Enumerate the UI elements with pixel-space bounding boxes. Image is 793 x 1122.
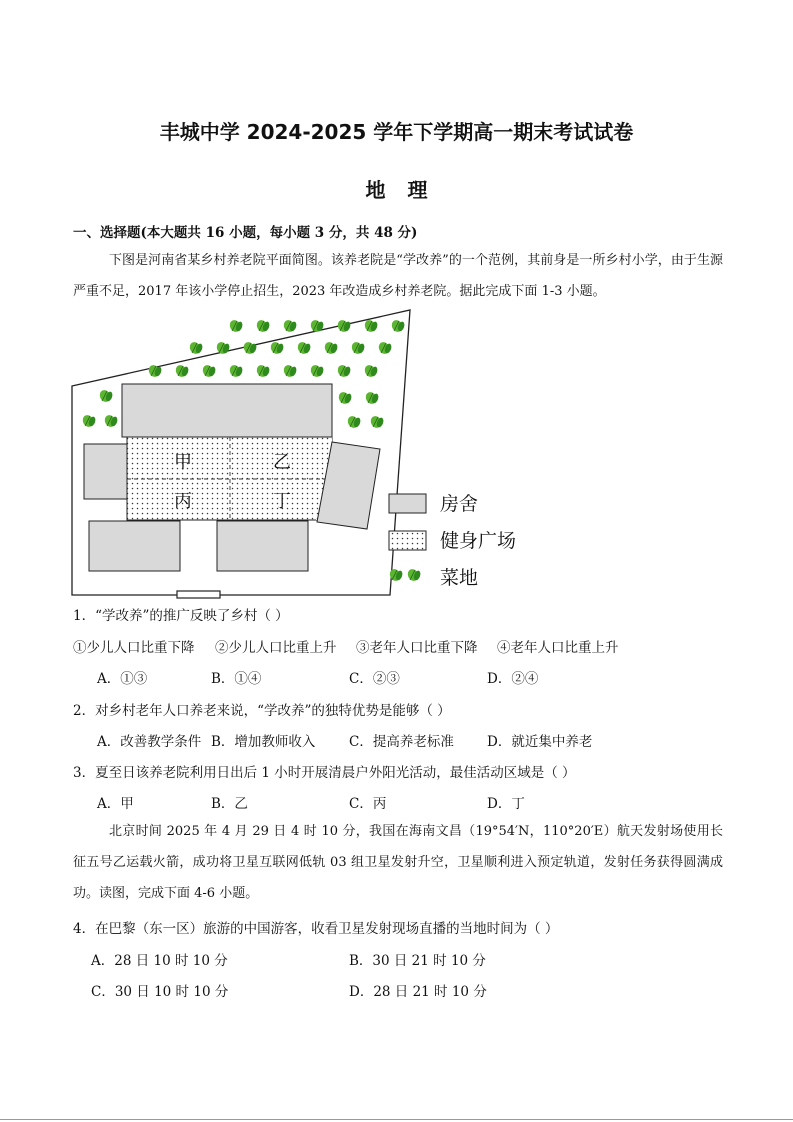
q1-item-4: ④老年人口比重上升 — [497, 640, 619, 656]
building-southwest — [89, 521, 180, 571]
legend-house-label: 房舍 — [440, 493, 479, 515]
building-north — [122, 384, 332, 437]
intro-paragraph-2: 北京时间 2025 年 4 月 29 日 4 时 10 分，我国在海南文昌（19°54′N，110°20′E）航天发射场使用长征五号乙运载火箭，成功将卫星互联网低轨 03 组卫星发射升空，卫星顺利进入预定轨道，发射任务获得圆满成功。读图，完成下面 4-6 小题。 — [73, 824, 723, 901]
q1-option-d: D．②④ — [487, 671, 539, 687]
q4-option-c: C．30 日 10 时 10 分 — [91, 984, 229, 1000]
q3-option-c: C．丙 — [349, 796, 387, 812]
question-3-stem: 3．夏至日该养老院利用日出后 1 小时开展清晨户外阳光活动，最佳活动区域是（ ） — [73, 765, 576, 781]
q2-option-a: A．改善教学条件 — [97, 734, 202, 750]
legend-garden-icon — [388, 567, 422, 582]
zone-label-ding: 丁 — [273, 491, 291, 512]
q1-item-3: ③老年人口比重下降 — [356, 640, 478, 656]
legend-house-swatch — [389, 494, 426, 513]
q1-option-b: B．①④ — [211, 671, 262, 687]
question-4-stem: 4．在巴黎（东一区）旅游的中国游客，收看卫星发射现场直播的当地时间为（ ） — [73, 921, 559, 937]
q1-option-c: C．②③ — [349, 671, 400, 687]
q4-option-b: B．30 日 21 时 10 分 — [349, 953, 486, 969]
q2-option-d: D．就近集中养老 — [487, 734, 593, 750]
q3-option-d: D．丁 — [487, 796, 525, 812]
question-1-stem: 1．“学改养”的推广反映了乡村（ ） — [73, 608, 289, 624]
question-2-stem: 2．对乡村老年人口养老来说，“学改养”的独特优势是能够（ ） — [73, 703, 451, 719]
fitness-plaza — [127, 437, 332, 520]
legend-garden-label: 菜地 — [440, 567, 479, 589]
q1-option-a: A．①③ — [97, 671, 148, 687]
q2-option-b: B．增加教师收入 — [211, 734, 316, 750]
zone-label-jia: 甲 — [174, 452, 192, 473]
gate — [177, 591, 220, 598]
q4-option-d: D．28 日 21 时 10 分 — [349, 984, 487, 1000]
zone-label-yi: 乙 — [273, 452, 291, 473]
page-bottom-rule — [0, 1119, 793, 1120]
q1-item-1: ①少儿人口比重下降 — [73, 640, 195, 656]
q1-item-2: ②少儿人口比重上升 — [215, 640, 337, 656]
intro-paragraph-1: 下图是河南省某乡村养老院平面简图。该养老院是“学改养”的一个范例，其前身是一所乡村小学，由于生源严重不足，2017 年该小学停止招生，2023 年改造成乡村养老院。据此完成下面 1-3 小题。 — [73, 253, 723, 299]
legend-plaza-label: 健身广场 — [440, 530, 517, 552]
subject-title: 地理 — [365, 178, 450, 202]
section-heading: 一、选择题(本大题共 16 小题，每小题 3 分，共 48 分) — [73, 225, 418, 241]
legend-plaza-swatch — [389, 531, 426, 550]
nursing-home-map — [70, 306, 540, 605]
q4-option-a: A．28 日 10 时 10 分 — [91, 953, 228, 969]
page-title: 丰城中学 2024-2025 学年下学期高一期末考试试卷 — [159, 120, 634, 144]
q3-option-b: B．乙 — [211, 796, 248, 812]
building-southeast — [217, 521, 308, 571]
zone-label-bing: 丙 — [174, 491, 192, 512]
q2-option-c: C．提高养老标准 — [349, 734, 454, 750]
q3-option-a: A．甲 — [97, 796, 134, 812]
building-west — [84, 444, 127, 499]
